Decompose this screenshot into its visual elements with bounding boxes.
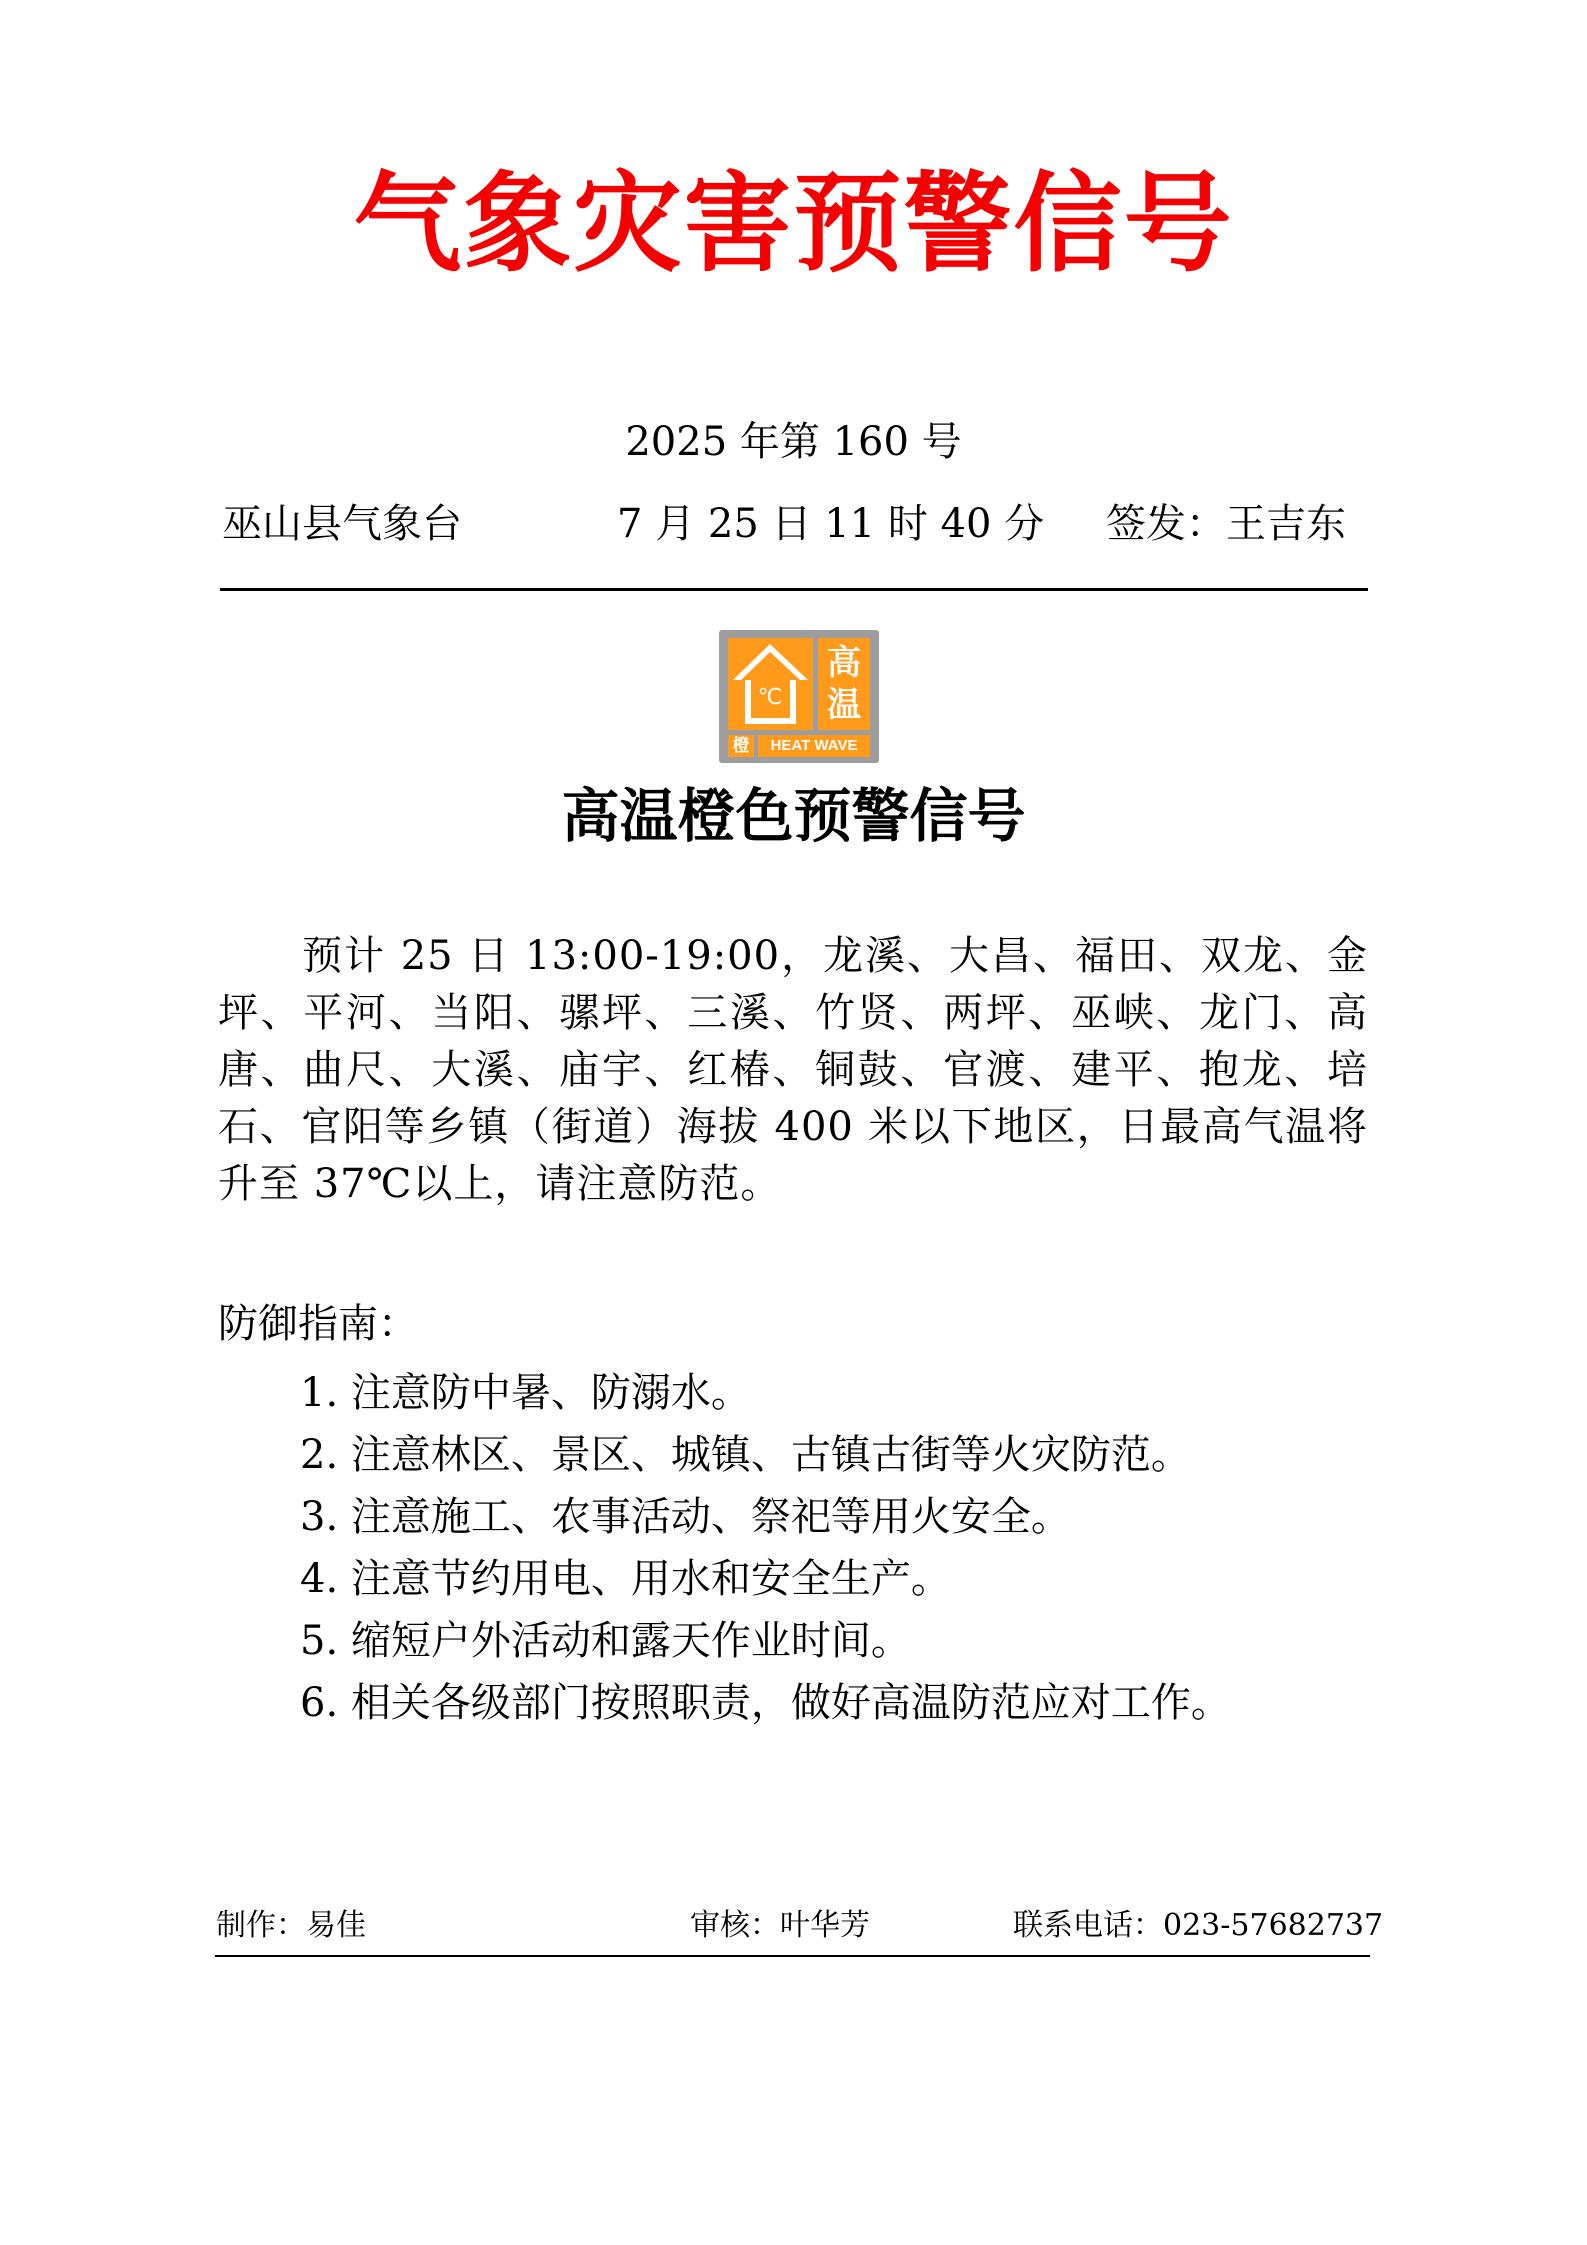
guide-item: 1. 注意防中暑、防溺水。 <box>300 1370 751 1416</box>
signal-label-en: HEAT WAVE <box>758 735 870 757</box>
header-divider <box>220 588 1368 591</box>
footer-divider <box>215 1955 1370 1957</box>
guide-title: 防御指南： <box>218 1301 418 1347</box>
signal-label-cn: 高温 <box>818 638 870 730</box>
guide-item: 5. 缩短户外活动和露天作业时间。 <box>300 1618 911 1664</box>
document-title: 气象灾害预警信号 <box>353 161 1234 287</box>
guide-item: 2. 注意林区、景区、城镇、古镇古街等火灾防范。 <box>300 1432 1191 1478</box>
guide-list <box>300 1362 1231 1734</box>
guide-item: 6. 相关各级部门按照职责，做好高温防范应对工作。 <box>300 1680 1231 1726</box>
footer-maker: 制作：易佳 <box>216 1908 366 1943</box>
guide-item: 3. 注意施工、农事活动、祭祀等用火安全。 <box>300 1494 1071 1540</box>
signer: 签发：王吉东 <box>1106 501 1346 547</box>
forecast-paragraph: 预计 25 日 13:00-19:00，龙溪、大昌、福田、双龙、金坪、平河、当阳、骡坪、三溪、竹贤、两坪、巫峡、龙门、高唐、曲尺、大溪、庙宇、红椿、铜鼓、官渡、建平、抱龙、培石、官阳等乡镇（街道）海拔 400 米以下地区，日最高气温将升至 37℃以上，请注意防范。 <box>218 933 1368 1207</box>
issue-datetime: 7 月 25 日 11 时 40 分 <box>617 501 1045 547</box>
issue-number: 2025 年第 160 号 <box>625 419 962 465</box>
thermometer-house-icon <box>728 638 813 730</box>
signal-title: 高温橙色预警信号 <box>561 782 1026 850</box>
footer-reviewer: 审核：叶华芳 <box>690 1908 870 1943</box>
footer-contact: 联系电话：023-57682737 <box>1013 1908 1384 1943</box>
guide-item: 4. 注意节约用电、用水和安全生产。 <box>300 1556 951 1602</box>
celsius-unit: ℃ <box>757 685 783 710</box>
heat-wave-orange-icon <box>719 630 879 763</box>
issuer: 巫山县气象台 <box>222 501 462 547</box>
signal-level-char: 橙 <box>728 735 754 757</box>
